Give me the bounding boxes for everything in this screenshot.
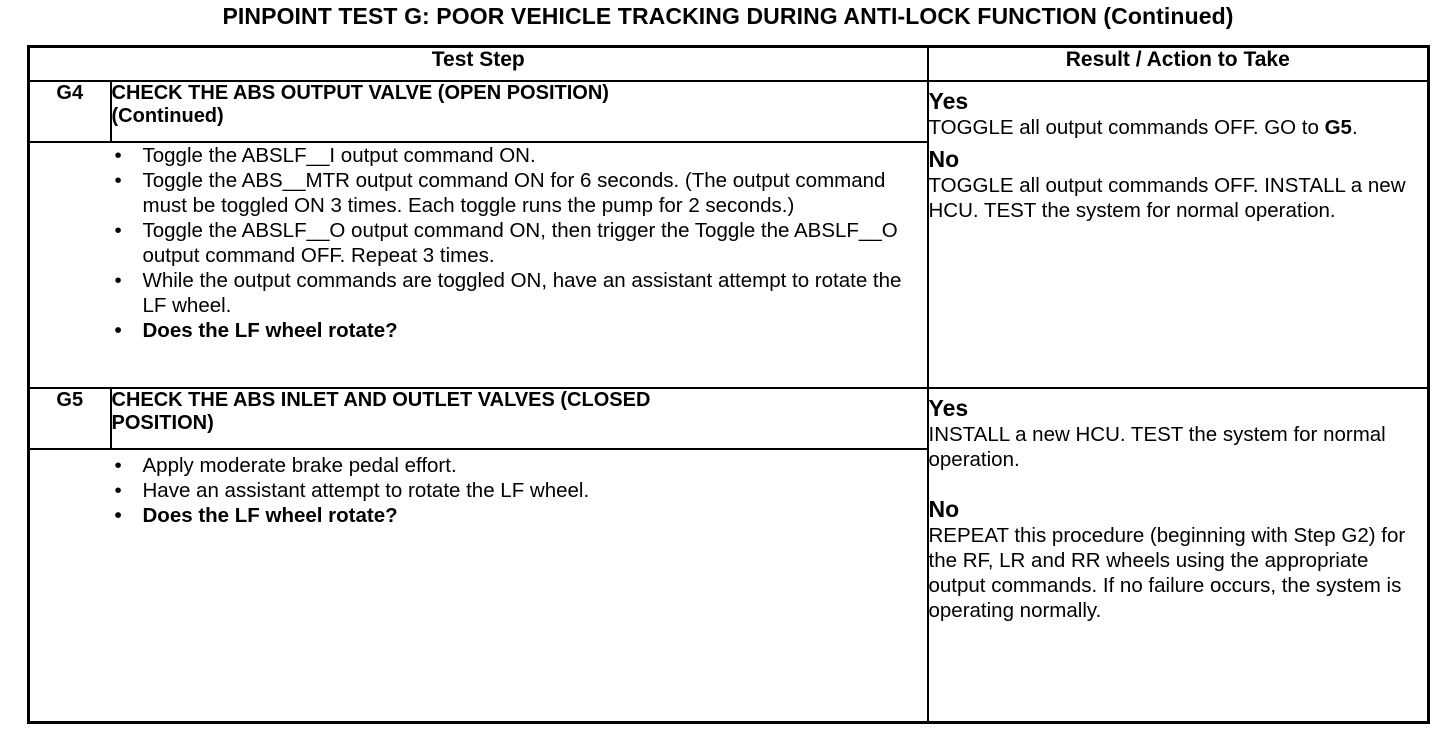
list-item: • Toggle the ABSLF__O output command ON, then trigger the Toggle the ABSLF__O output command OFF. Repeat 3 times. [143,218,927,268]
step-instructions [111,142,928,388]
bullet-list [111,143,927,343]
step-id: G4 [29,81,111,142]
yes-label: Yes [928,395,969,421]
step-id: G5 [29,388,111,449]
yes-action: INSTALL a new HCU. TEST the system for normal operation. [928,423,1386,471]
header-result-action: Result / Action to Take [928,47,1429,82]
no-action: TOGGLE all output commands OFF. INSTALL a new HCU. TEST the system for normal operation. [928,174,1406,222]
step-instructions [111,449,928,723]
step-heading-row [29,388,1429,449]
page-title: PINPOINT TEST G: POOR VEHICLE TRACKING DURING ANTI-LOCK FUNCTION (Continued) [222,3,1234,29]
list-item: • Toggle the ABS__MTR output command ON for 6 seconds. (The output command must be toggled ON 3 times. Each toggle runs the pump for 2 seconds.) [143,168,927,218]
step-heading-row [29,81,1429,142]
list-item: • Apply moderate brake pedal effort. [143,453,927,478]
step-heading-line: CHECK THE ABS OUTPUT VALVE (OPEN POSITION) [111,82,609,104]
list-item-question: • Does the LF wheel rotate? [143,318,927,343]
yes-action: TOGGLE all output commands OFF. GO to G5. [928,116,1358,139]
bullet-list [111,453,927,528]
goto-step: G5 [1324,116,1352,139]
step-heading [111,81,928,142]
no-label: No [928,496,960,522]
table-header-row [29,47,1429,82]
list-item: • Toggle the ABSLF__I output command ON. [143,143,927,168]
result-cell [928,81,1429,388]
result-cell [928,388,1429,723]
list-item: • Have an assistant attempt to rotate the LF wheel. [143,478,927,503]
step-heading-line: CHECK THE ABS INLET AND OUTLET VALVES (CLOSED [111,389,651,411]
step-heading-line: (Continued) [111,105,224,127]
pinpoint-test-table [27,45,1430,724]
no-label: No [928,146,960,172]
header-test-step: Test Step [29,47,928,82]
list-item: • While the output commands are toggled ON, have an assistant attempt to rotate the LF wheel. [143,268,927,318]
step-heading-line: POSITION) [111,412,214,434]
no-action: REPEAT this procedure (beginning with Step G2) for the RF, LR and RR wheels using the appropriate output commands. If no failure occurs, the system is operating normally. [928,524,1406,622]
list-item-question: • Does the LF wheel rotate? [143,503,927,528]
yes-label: Yes [928,88,969,114]
step-heading [111,388,928,449]
